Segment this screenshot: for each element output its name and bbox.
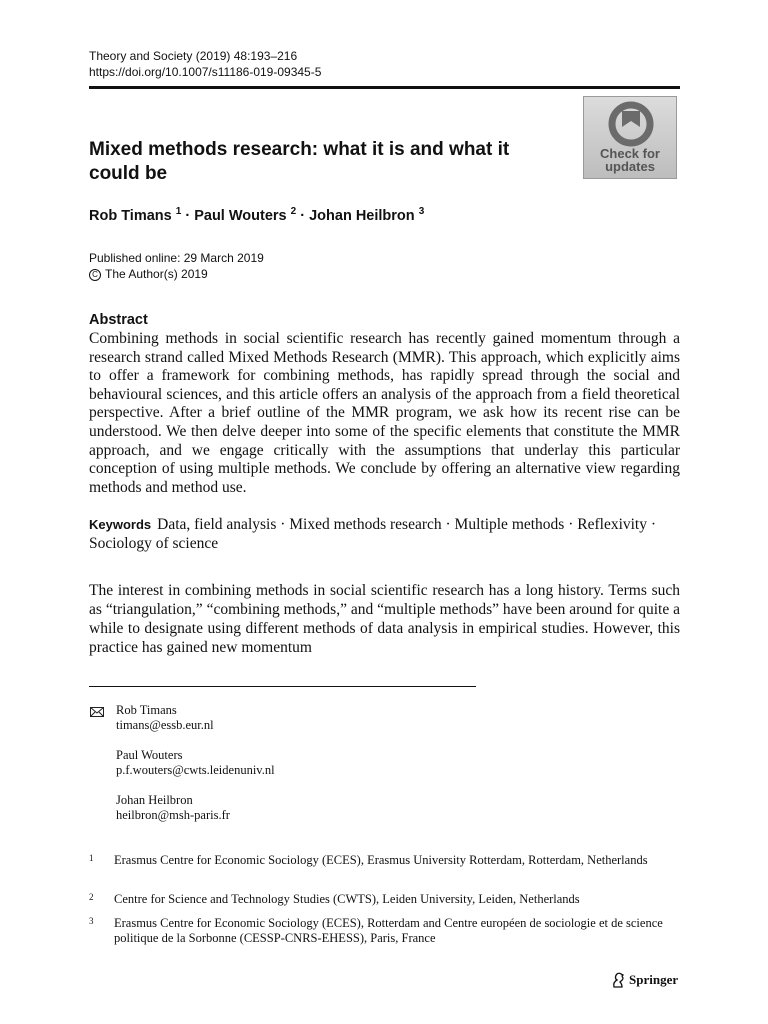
affiliation-item: [89, 916, 680, 946]
author-affiliation-ref: 3: [418, 206, 425, 217]
publication-info: [89, 250, 264, 282]
contact-name: Johan Heilbron: [116, 793, 193, 807]
affiliation-number: 1: [89, 853, 94, 863]
contact-entry: [116, 793, 275, 823]
journal-citation: Theory and Society (2019) 48:193–216: [89, 49, 298, 63]
contact-entry: [116, 748, 275, 778]
author-affiliation-ref: 1: [175, 206, 182, 217]
author-separator: ·: [300, 207, 306, 224]
copyright-line: [89, 266, 264, 282]
publisher-logo: [611, 972, 678, 988]
check-updates-icon: [608, 101, 654, 147]
contact-name: Rob Timans: [116, 703, 177, 717]
affiliation-number: 3: [89, 916, 94, 926]
abstract-text: Combining methods in social scientific research has recently gained momentum through a research strand called Mixed Methods Research (MMR). This approach, which explicitly aims to offer a framework for combining methods, has rapidly spread through the social and behavioural sciences, and this article offers an analysis of the approach from a field theoretical perspective. After a brief outline of the MMR program, we ask how its recent rise can be understood. We then delve deeper into some of the specific elements that constitute the MMR approach, and we engage critically with the assumptions that underlay this particular conception of using multiple methods. We conclude by offering an alternative view regarding methods and method use.: [89, 330, 680, 496]
copyright-icon: C: [89, 269, 101, 281]
author-separator: ·: [185, 207, 191, 224]
publisher-name: Springer: [629, 972, 679, 987]
badge-label-line2: updates: [605, 159, 655, 174]
author-name: Paul Wouters: [194, 207, 287, 224]
affiliation-text: Erasmus Centre for Economic Sociology (ECES), Rotterdam and Centre européen de sociologie et de science politique de la Sorbonne (CESSP-CNRS-EHESS), Paris, France: [114, 916, 663, 945]
author-affiliation-ref: 2: [290, 206, 297, 217]
abstract-heading: Abstract: [89, 312, 148, 328]
copyright-text: The Author(s) 2019: [105, 267, 208, 281]
contact-email[interactable]: p.f.wouters@cwts.leidenuniv.nl: [116, 763, 275, 777]
affiliation-item: [89, 853, 680, 868]
author-name: Johan Heilbron: [309, 207, 415, 224]
doi-link[interactable]: https://doi.org/10.1007/s11186-019-09345-5: [89, 65, 322, 79]
affiliation-number: 2: [89, 892, 94, 902]
article-title: Mixed methods research: what it is and what it could be: [89, 139, 510, 184]
badge-label-line1: Check for: [600, 146, 660, 161]
journal-header: [89, 48, 321, 80]
affiliation-item: [89, 892, 680, 907]
affiliation-text: Centre for Science and Technology Studies (CWTS), Leiden University, Leiden, Netherlands: [114, 892, 580, 906]
springer-horse-icon: [611, 972, 625, 988]
contact-email[interactable]: timans@essb.eur.nl: [116, 718, 214, 732]
author-list: [89, 206, 424, 224]
contact-name: Paul Wouters: [116, 748, 183, 762]
envelope-icon: [90, 707, 104, 717]
check-for-updates-badge[interactable]: [583, 96, 677, 179]
contact-entry: [116, 703, 275, 733]
footnote-rule: [89, 686, 476, 687]
contact-email[interactable]: heilbron@msh-paris.fr: [116, 808, 230, 822]
header-rule: [89, 86, 680, 89]
keywords-text: Data, field analysis · Mixed methods research · Multiple methods · Reflexivity · Sociology of science: [89, 516, 657, 552]
keywords-label: Keywords: [89, 517, 152, 532]
author-name: Rob Timans: [89, 207, 172, 224]
keywords: [89, 515, 680, 553]
intro-paragraph: The interest in combining methods in social scientific research has a long history. Terms such as “triangulation,” “combining methods,” and “multiple methods” have been around for quite a while to designate using different methods of data analysis in empirical studies. However, this practice has gained new momentum: [89, 582, 680, 656]
published-date: Published online: 29 March 2019: [89, 251, 264, 265]
affiliation-text: Erasmus Centre for Economic Sociology (ECES), Erasmus University Rotterdam, Rotterdam, Netherlands: [114, 853, 648, 867]
contact-list: [116, 703, 275, 838]
